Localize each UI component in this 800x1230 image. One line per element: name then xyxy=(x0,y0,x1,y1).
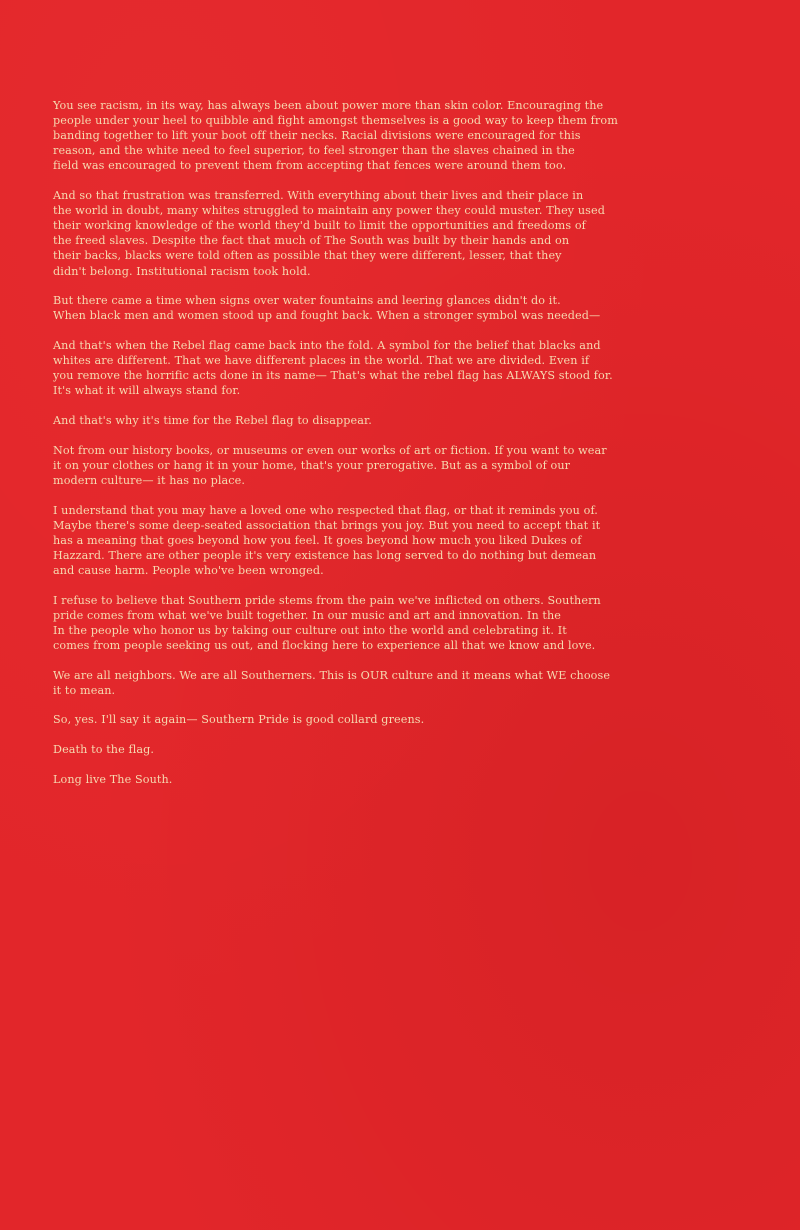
paragraph: I refuse to believe that Southern pride stems from the pain we've inflicted on others. Southern pride comes from what we've built together. In our music and art and innovation. In the In the people who honor us by taking our culture out into the world and celebrating it. It comes from people seeking us out, and flocking here to experience all that we know and love. xyxy=(53,593,601,652)
paragraph: And so that frustration was transferred. With everything about their lives and their place in the world in doubt, many whites struggled to maintain any power they could muster. They used their working knowledge of the world they'd built to limit the opportunities and freedoms of the freed slaves. Despite the fact that much of The South was built by their hands and on their backs, blacks were told often as possible that they were different, lesser, that they didn't belong. Institutional racism took hold. xyxy=(53,189,606,278)
paragraph: I understand that you may have a loved one who respected that flag, or that it reminds you of. Maybe there's some deep-seated association that brings you joy. But you need to accept that it has a meaning that goes beyond how you feel. It goes beyond how much you liked Dukes of Hazzard. There are other people it's very existence has long served to do nothing but demean and cause harm. People who've been wronged. xyxy=(53,503,601,577)
paragraph: We are all neighbors. We are all Southerners. This is OUR culture and it means what WE choose it to mean. xyxy=(53,668,611,697)
paragraph: You see racism, in its way, has always been about power more than skin color. Encouraging the people under your heel to quibble and fight amongst themselves is a good way to keep them from banding together to lift your boot off their necks. Racial divisions were encouraged for this reason, and the white need to feel superior, to feel stronger than the slaves chained in the field was encouraged to prevent them from accepting that fences were around them too. xyxy=(53,99,618,173)
paragraph: So, yes. I'll say it again— Southern Pride is good collard greens. xyxy=(53,713,425,727)
paragraph: Long live The South. xyxy=(53,772,173,786)
paragraph: Not from our history books, or museums or even our works of art or fiction. If you want to wear it on your clothes or hang it in your home, that's your prerogative. But as a symbol of our modern culture— it has no place. xyxy=(53,443,607,487)
essay-body xyxy=(53,98,753,801)
paragraph: And that's why it's time for the Rebel flag to disappear. xyxy=(53,413,372,427)
paragraph: And that's when the Rebel flag came back into the fold. A symbol for the belief that blacks and whites are different. That we have different places in the world. That we are divided. Even if you remove the horrific acts done in its name— That's what the rebel flag has ALWAYS stood for. It's what it will always stand for. xyxy=(53,339,613,398)
paragraph: But there came a time when signs over water fountains and leering glances didn't do it. When black men and women stood up and fought back. When a stronger symbol was needed— xyxy=(53,294,601,323)
paragraph: Death to the flag. xyxy=(53,743,155,757)
